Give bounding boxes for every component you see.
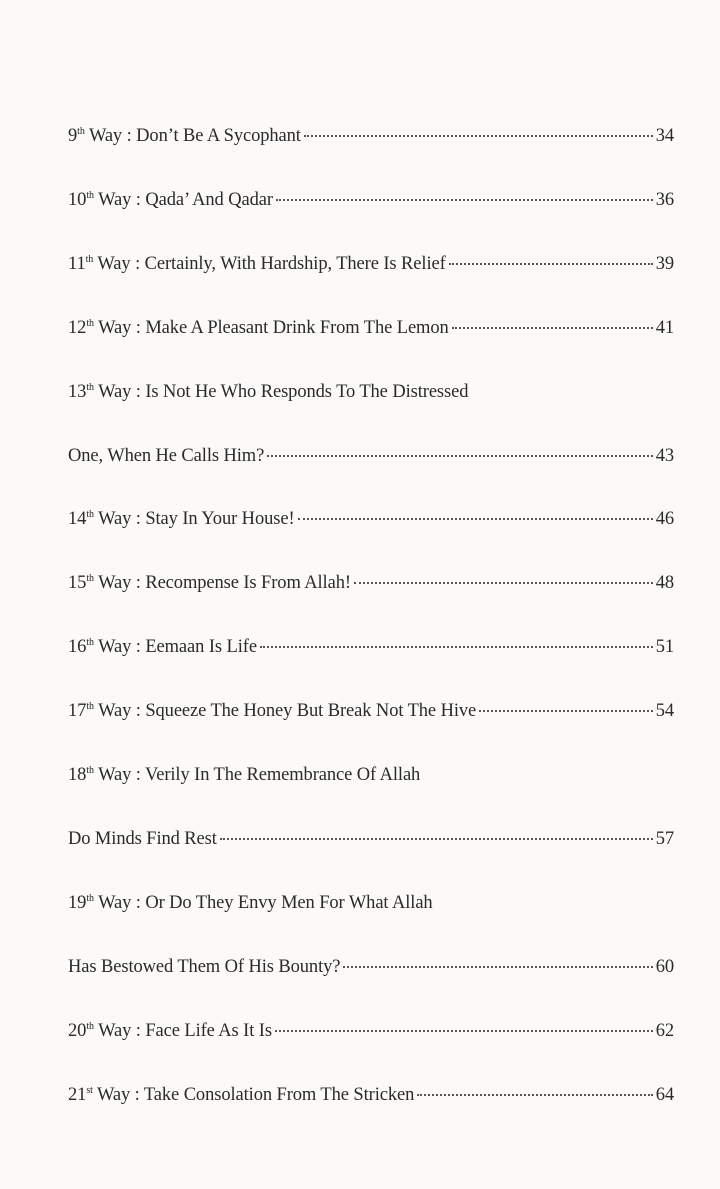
toc-entry-ordinal: 16 [68, 637, 87, 658]
toc-entry-ordinal-suffix: th [86, 892, 94, 904]
toc-entry [68, 827, 674, 851]
toc-entry-text: Way : Stay In Your House! [93, 509, 295, 530]
toc-entry-ordinal: 12 [68, 317, 87, 338]
toc-entry-ordinal-suffix: st [86, 1084, 93, 1096]
toc-entry-ordinal-suffix: th [86, 317, 94, 329]
dot-leader [260, 646, 653, 648]
toc-entry-page-number: 64 [655, 1084, 674, 1105]
toc-entry [68, 507, 674, 531]
toc-entry-ordinal: 11 [68, 253, 86, 274]
toc-entry [68, 763, 674, 787]
toc-entry-title [68, 571, 351, 595]
toc-entry [68, 891, 674, 915]
toc-entry-text: One, When He Calls Him? [68, 445, 265, 466]
dot-leader [449, 263, 653, 265]
toc-entry-ordinal-suffix: th [86, 381, 94, 393]
toc-entry-page-number: 51 [655, 637, 674, 658]
toc-entry-ordinal: 18 [68, 765, 87, 785]
toc-entry-ordinal-suffix: th [86, 765, 94, 776]
toc-entry-page-number: 41 [655, 317, 674, 338]
toc-entry [68, 316, 674, 340]
toc-entry-text: Way : Or Do They Envy Men For What Allah [93, 892, 433, 913]
dot-leader [479, 710, 653, 712]
toc-entry [68, 188, 674, 212]
toc-entry-title [68, 635, 257, 659]
toc-entry-ordinal: 10 [68, 189, 87, 210]
toc-entry-ordinal: 20 [68, 1020, 87, 1041]
toc-entry-title [68, 252, 446, 276]
toc-entry-page-number: 62 [655, 1020, 674, 1041]
toc-entry-title [68, 188, 273, 212]
toc-entry-text: Way : Eemaan Is Life [93, 637, 257, 658]
toc-entry-title [68, 507, 295, 531]
toc-entry-text: Way : Verily In The Remembrance Of Allah [93, 765, 421, 785]
toc-entry [68, 1083, 674, 1107]
toc-entry-page-number: 60 [655, 956, 674, 977]
toc-entry-ordinal: 9 [68, 126, 78, 146]
toc-entry-page-number: 36 [655, 189, 674, 210]
dot-leader [304, 135, 653, 137]
toc-entry-title [68, 891, 433, 915]
toc-entry [68, 571, 674, 595]
toc-entry-title [68, 763, 420, 787]
toc-entry [68, 124, 674, 148]
toc-entry-title [68, 1083, 414, 1107]
toc-entry-title [68, 444, 264, 468]
toc-entry-text: Way : Make A Pleasant Drink From The Lemon [93, 317, 449, 338]
toc-entry-title [68, 316, 449, 340]
toc-entry-page-number: 43 [655, 445, 674, 466]
toc-entry [68, 444, 674, 468]
toc-entry-ordinal: 15 [68, 573, 87, 594]
dot-leader [276, 199, 653, 201]
toc-entry [68, 1019, 674, 1043]
dot-leader [275, 1030, 653, 1032]
dot-leader [267, 455, 653, 457]
toc-entry-ordinal-suffix: th [86, 701, 94, 713]
dot-leader [417, 1094, 652, 1096]
toc-entry-title [68, 699, 476, 723]
dot-leader [354, 582, 653, 584]
toc-entry-ordinal-suffix: th [86, 1020, 94, 1032]
toc-entry [68, 699, 674, 723]
toc-entry-text: Has Bestowed Them Of His Bounty? [68, 956, 341, 977]
toc-entry-page-number: 46 [655, 509, 674, 530]
toc-entry-page-number: 54 [655, 701, 674, 722]
toc-entry [68, 955, 674, 979]
toc-entry-text: Way : Is Not He Who Responds To The Distressed [93, 381, 469, 402]
toc-entry-title [68, 380, 468, 404]
dot-leader [220, 838, 653, 840]
toc-entry-title [68, 1019, 272, 1043]
table-of-contents [68, 0, 674, 1189]
toc-entry-text: Way : Take Consolation From The Stricken [92, 1084, 415, 1105]
toc-entry [68, 380, 674, 404]
toc-entry-title [68, 124, 301, 148]
toc-entry-text: Way : Qada’ And Qadar [93, 189, 273, 210]
toc-entry-ordinal-suffix: th [77, 126, 85, 137]
toc-entry-ordinal: 17 [68, 701, 87, 722]
toc-entry-title [68, 955, 340, 979]
toc-entry-text: Do Minds Find Rest [68, 828, 217, 849]
toc-entry-ordinal: 13 [68, 381, 87, 402]
toc-entry-ordinal: 21 [68, 1084, 87, 1105]
toc-entry-ordinal: 19 [68, 892, 87, 913]
toc-entry-page-number: 48 [655, 573, 674, 594]
toc-entry-page-number: 34 [655, 126, 674, 146]
toc-entry-page-number: 39 [655, 253, 674, 274]
toc-entry-text: Way : Recompense Is From Allah! [93, 573, 351, 594]
toc-entry-text: Way : Squeeze The Honey But Break Not The Hive [93, 701, 477, 722]
toc-entry-ordinal: 14 [68, 509, 87, 530]
dot-leader [452, 327, 653, 329]
toc-entry-ordinal-suffix: th [86, 573, 94, 585]
toc-entry-text: Way : Face Life As It Is [93, 1020, 272, 1041]
toc-entry-page-number: 57 [655, 828, 674, 849]
toc-entry-ordinal-suffix: th [86, 637, 94, 649]
toc-entry [68, 635, 674, 659]
toc-entry-text: Way : Don’t Be A Sycophant [84, 126, 301, 146]
toc-entry-text: Way : Certainly, With Hardship, There Is Relief [93, 253, 446, 274]
toc-entry-ordinal-suffix: th [86, 189, 94, 201]
toc-entry-title [68, 827, 217, 851]
toc-entry-ordinal-suffix: th [85, 253, 94, 265]
toc-entry-ordinal-suffix: th [86, 509, 94, 521]
toc-entry [68, 252, 674, 276]
dot-leader [298, 518, 653, 520]
dot-leader [343, 966, 652, 968]
